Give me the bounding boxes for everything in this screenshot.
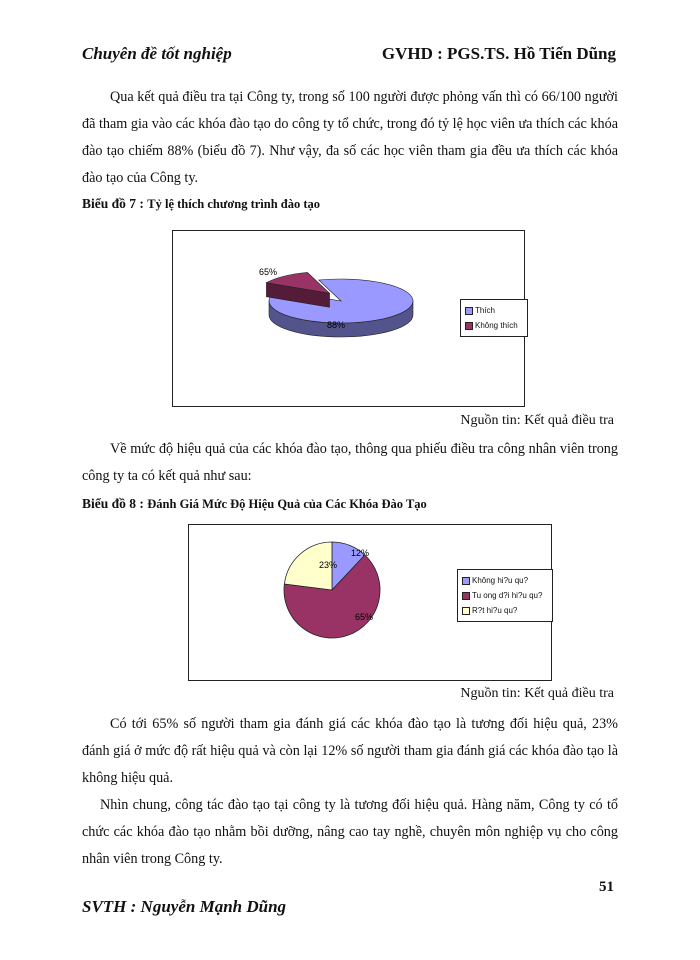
chart7-caption [82, 196, 320, 212]
chart8-label-khong-hieu-qua: 12% [350, 548, 370, 558]
chart8-label-rat-hieu-qua: 23% [318, 560, 338, 570]
chart7-legend-swatch-khong-thich [465, 322, 473, 330]
chart7-legend-item-thich [465, 303, 523, 318]
chart7-legend-item-khong-thich [465, 318, 523, 333]
paragraph-effectiveness-result: Có tới 65% số người tham gia đánh giá các khóa đào tạo là tương đối hiệu quả, 23% đánh giá ở mức độ rất hiệu quả và còn lại 12% số người tham gia đánh giá các khóa đào tạo là không hiệu quả. [82, 716, 618, 786]
chart8-legend-label-rat-hieu-qua: R?t hi?u qu? [472, 606, 518, 615]
chart7-legend-swatch-thich [465, 307, 473, 315]
chart7-caption-label: Biểu đồ 7 : [82, 196, 144, 211]
chart7-label-thich: 88% [326, 320, 346, 330]
chart8-caption-title: Đánh Giá Mức Độ Hiệu Quả của Các Khóa Đào Tạo [147, 497, 427, 511]
chart8-legend-swatch-rat-hieu-qua [462, 607, 470, 615]
paragraph-conclusion: Nhìn chung, công tác đào tạo tại công ty là tương đối hiệu quả. Hàng năm, Công ty có tổ chức các khóa đào tạo nhằm bồi dưỡng, nâng cao tay nghề, chuyên môn nghiệp vụ cho công nhân viên trong Công ty. [82, 797, 618, 867]
chart8-legend-item-khong-hieu-qua [462, 573, 548, 588]
paragraph-effectiveness-intro: Về mức độ hiệu quả của các khóa đào tạo, thông qua phiếu điều tra công nhân viên trong công ty ta có kết quả như sau: [82, 441, 618, 484]
chart8-legend [457, 569, 553, 622]
chart7-legend-label-khong-thich: Không thích [475, 321, 518, 330]
chart8-label-tuong-doi-hieu-qua: 65% [354, 612, 374, 622]
chart8-legend-label-khong-hieu-qua: Không hi?u qu? [472, 576, 529, 585]
chart8-legend-label-tuong-doi-hieu-qua: Tu ong d?i hi?u qu? [472, 591, 543, 600]
page-number: 51 [599, 879, 614, 895]
chart7-label-khong-thich: 65% [258, 267, 278, 277]
chart8-frame [188, 524, 552, 681]
paragraph-survey-intro: Qua kết quả điều tra tại Công ty, trong số 100 người được phỏng vấn thì có 66/100 người đã tham gia vào các khóa đào tạo do công ty tổ chức, trong đó tỷ lệ học viên ưa thích các khóa đào tạo chiếm 88% (biểu đồ 7). Như vậy, đa số các học viên tham gia đều ưa thích các khóa đào tạo của Công ty. [82, 89, 618, 186]
chart7-legend-label-thich: Thích [475, 306, 496, 315]
chart8-legend-item-rat-hieu-qua [462, 603, 548, 618]
chart8-caption-label: Biểu đồ 8 : [82, 496, 144, 511]
header-document-title: Chuyên đề tốt nghiệp [82, 44, 232, 63]
chart7-caption-title: Tỷ lệ thích chương trình đào tạo [147, 197, 321, 211]
chart8-legend-swatch-tuong-doi-hieu-qua [462, 592, 470, 600]
chart8-legend-item-tuong-doi-hieu-qua [462, 588, 548, 603]
chart8-legend-swatch-khong-hieu-qua [462, 577, 470, 585]
chart8-caption [82, 496, 427, 512]
chart7-frame [172, 230, 525, 407]
chart8-source: Nguồn tin: Kết quả điều tra [460, 686, 614, 701]
chart7-legend [460, 299, 528, 337]
footer-author: SVTH : Nguyễn Mạnh Dũng [82, 897, 287, 916]
chart7-source: Nguồn tin: Kết quả điều tra [460, 413, 614, 428]
header-advisor: GVHD : PGS.TS. Hồ Tiến Dũng [381, 44, 616, 63]
